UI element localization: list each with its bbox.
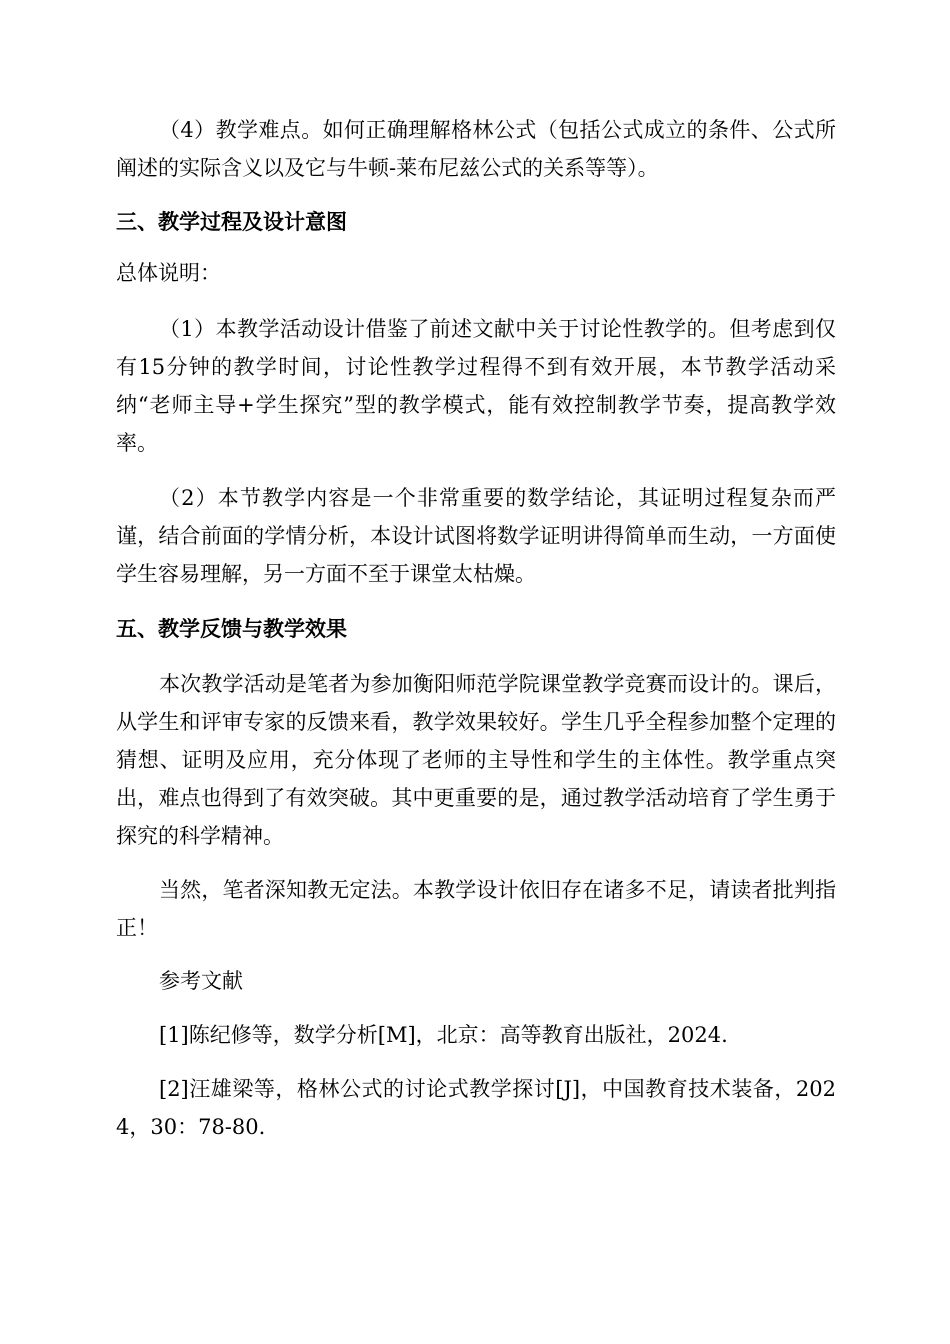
paragraph-conclusion: 当然，笔者深知教无定法。本教学设计依旧存在诸多不足，请读者批判指正！ [116,878,836,940]
paragraph-overall-2: （2）本节教学内容是一个非常重要的数学结论，其证明过程复杂而严谨，结合前面的学情分析，本设计试图将数学证明讲得简单而生动，一方面使学生容易理解，另一方面不至于课堂太枯燥。 [116,486,836,586]
section-heading-teaching-process: 三、教学过程及设计意图 [116,210,347,234]
reference-item-1: [1]陈纪修等，数学分析[M]，北京：高等教育出版社，2024. [159,1023,728,1047]
paragraph-feedback: 本次教学活动是笔者为参加衡阳师范学院课堂教学竞赛而设计的。课后，从学生和评审专家的反馈来看，教学效果较好。学生几乎全程参加整个定理的猜想、证明及应用，充分体现了老师的主导性和学生的主体性。教学重点突出，难点也得到了有效突破。其中更重要的是，通过教学活动培育了学生勇于探究的科学精神。 [116,672,836,848]
paragraph-teaching-difficulty: （4）教学难点。如何正确理解格林公式（包括公式成立的条件、公式所阐述的实际含义以及它与牛顿-莱布尼兹公式的关系等等）。 [116,118,836,180]
paragraph-overall-1: （1）本教学活动设计借鉴了前述文献中关于讨论性教学的。但考虑到仅有15分钟的教学时间，讨论性教学过程得不到有效开展，本节教学活动采纳“老师主导+学生探究”型的教学模式，能有效控制教学节奏，提高教学效率。 [116,317,836,455]
overall-description-label: 总体说明： [116,261,221,285]
references-title: 参考文献 [159,969,243,993]
section-heading-feedback: 五、教学反馈与教学效果 [116,617,347,641]
reference-item-2: [2]汪雄梁等，格林公式的讨论式教学探讨[J]，中国教育技术装备，2024，30：78-80. [116,1077,836,1139]
